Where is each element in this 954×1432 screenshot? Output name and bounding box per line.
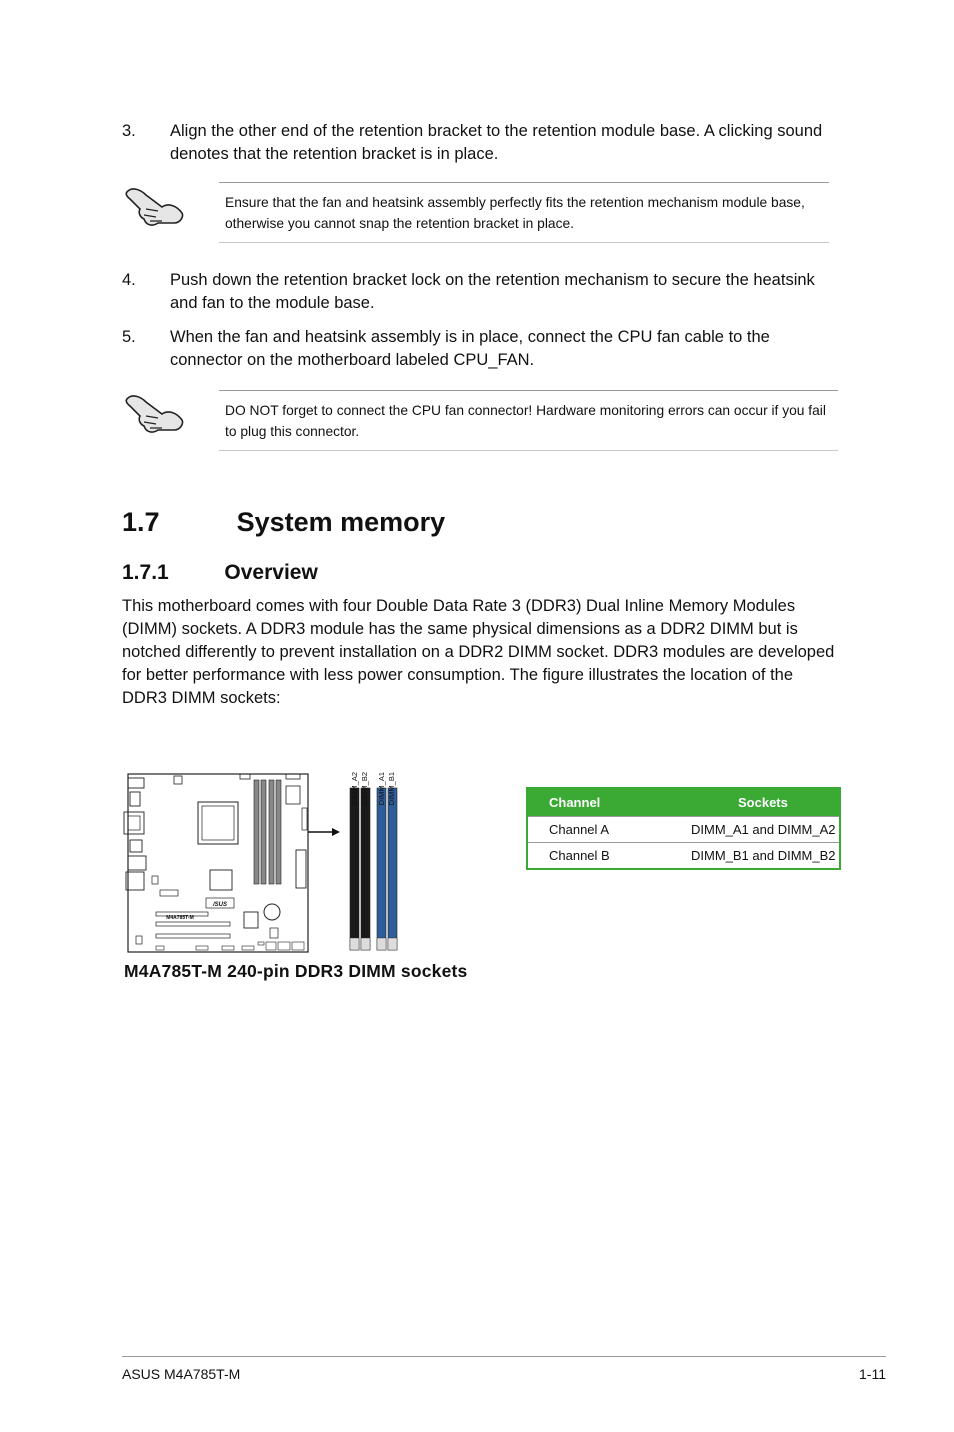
table-cell: DIMM_A1 and DIMM_A2 — [670, 817, 840, 843]
table-cell: DIMM_B1 and DIMM_B2 — [670, 843, 840, 870]
table-header-channel: Channel — [527, 788, 670, 817]
table-row — [527, 817, 840, 843]
section-title: System memory — [236, 507, 446, 537]
motherboard-diagram — [120, 732, 410, 957]
step-4-number: 4. — [122, 271, 136, 289]
table-header-row — [527, 788, 840, 817]
note-text-1: Ensure that the fan and heatsink assembly perfectly fits the retention mechanism module base, otherwise you cannot snap the retention bracket in place. — [225, 195, 805, 231]
step-5-number: 5. — [122, 328, 136, 346]
step-4-text: Push down the retention bracket lock on the retention mechanism to secure the heatsink and fan to the module base. — [170, 271, 815, 312]
pointing-hand-icon — [122, 390, 186, 440]
slot-label-a1: DIMM_A1 — [377, 772, 386, 806]
section-heading — [122, 507, 445, 538]
note-box-2 — [219, 390, 838, 451]
board-model-label: M4A785T-M — [166, 915, 194, 921]
step-3-text: Align the other end of the retention bracket to the retention module base. A clicking sound denotes that the retention bracket is in place. — [170, 122, 823, 163]
dimm-channel-table — [526, 787, 841, 870]
footer-product-name: ASUS M4A785T-M — [122, 1366, 241, 1382]
step-5-text: When the fan and heatsink assembly is in place, connect the CPU fan cable to the connector on the motherboard labeled CPU_FAN. — [170, 328, 770, 369]
section-number: 1.7 — [122, 507, 160, 537]
board-brand-label: /SUS — [212, 902, 228, 908]
pointing-hand-icon — [122, 183, 186, 233]
subsection-heading — [122, 561, 318, 585]
slot-label-b1: DIMM_B1 — [387, 772, 396, 806]
table-row — [527, 843, 840, 870]
note-box-1 — [219, 182, 829, 243]
overview-paragraph: This motherboard comes with four Double Data Rate 3 (DDR3) Dual Inline Memory Modules (DIMM) sockets. A DDR3 module has the same physical dimensions as a DDR2 DIMM but is notched differently to prevent installation on a DDR2 DIMM socket. DDR3 modules are developed for better performance with less power consumption. The figure illustrates the location of the DDR3 DIMM sockets: — [122, 597, 835, 707]
slot-label-b2: DIMM_B2 — [360, 772, 369, 806]
figure-caption: M4A785T-M 240-pin DDR3 DIMM sockets — [124, 961, 468, 981]
footer-page-number: 1-11 — [859, 1366, 886, 1382]
table-cell: Channel A — [527, 817, 670, 843]
subsection-title: Overview — [224, 561, 318, 584]
step-3-number: 3. — [122, 122, 136, 140]
table-cell: Channel B — [527, 843, 670, 870]
subsection-number: 1.7.1 — [122, 561, 169, 584]
table-header-sockets: Sockets — [670, 788, 840, 817]
note-text-2: DO NOT forget to connect the CPU fan connector! Hardware monitoring errors can occur if you fail to plug this connector. — [225, 403, 826, 439]
slot-label-a2: DIMM_A2 — [350, 772, 359, 806]
footer-divider — [122, 1356, 886, 1357]
